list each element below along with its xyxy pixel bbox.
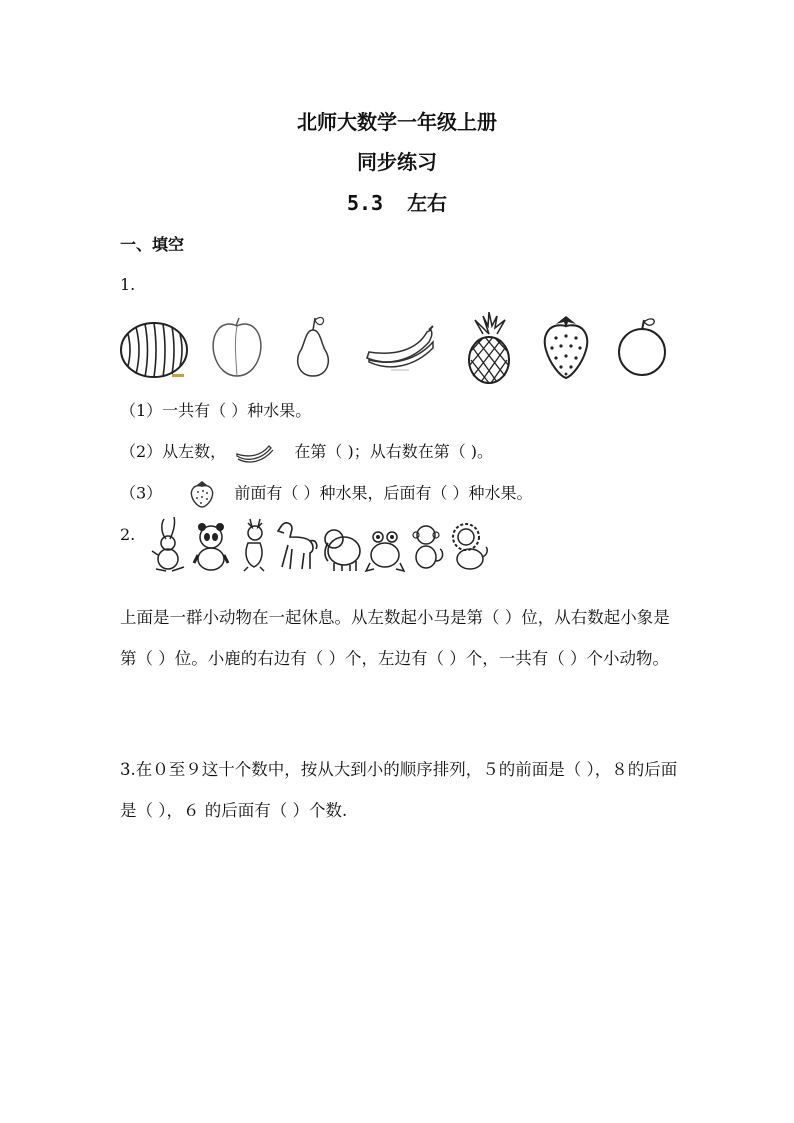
banana-icon: [363, 312, 438, 382]
rabbit-icon: [150, 515, 190, 573]
lesson-name: 左右: [407, 191, 448, 215]
question-2-number: 2.: [120, 525, 136, 544]
question-1-part-1: （1）一共有（ ）种水果。: [120, 401, 312, 420]
strawberry-icon: [538, 312, 594, 382]
question-1-part-3: [120, 480, 533, 508]
fruit-row: [118, 312, 678, 384]
question-3-text: 3.在０至９这十个数中，按从大到小的顺序排列，５的前面是（ ），８的后面是（ ），６ 的后面有（ ）个数.: [120, 760, 678, 820]
part-2-suffix: 在第（ )；从右数在第（ )。: [294, 442, 494, 461]
part-2-prefix: （2）从左数，: [120, 442, 227, 461]
page-subtitle: 同步练习: [357, 150, 437, 174]
question-1-number: 1.: [120, 275, 136, 294]
elephant-icon: [320, 515, 364, 573]
lesson-number: 5.3: [346, 191, 384, 215]
part-3-prefix: （3）: [120, 483, 163, 503]
peach-icon: [206, 312, 268, 382]
watermelon-icon: [118, 312, 190, 382]
lesson-heading: [0, 187, 794, 216]
pear-icon: [288, 312, 338, 382]
monkey-icon: [406, 515, 446, 573]
page-title: 北师大数学一年级上册: [297, 110, 497, 134]
frog-icon: [364, 515, 406, 573]
banana-icon: [235, 442, 275, 464]
question-2-text: 上面是一群小动物在一起休息。从左数起小马是第（ ）位，从右数起小象是第（ ）位。小鹿的右边有（ ）个，左边有（ ）个，一共有（ ）个小动物。: [120, 608, 670, 668]
horse-icon: [274, 515, 320, 573]
part-3-suffix: 前面有（ ）种水果，后面有（ ）种水果。: [234, 483, 533, 503]
pineapple-icon: [461, 312, 517, 384]
section-heading: 一、填空: [120, 235, 185, 254]
lion-icon: [446, 515, 490, 573]
deer-icon: [234, 515, 274, 573]
panda-icon: [190, 515, 232, 573]
animal-row: [150, 515, 490, 575]
strawberry-icon: [189, 480, 215, 508]
question-1-part-2: [120, 439, 493, 464]
apple-icon: [613, 312, 671, 382]
